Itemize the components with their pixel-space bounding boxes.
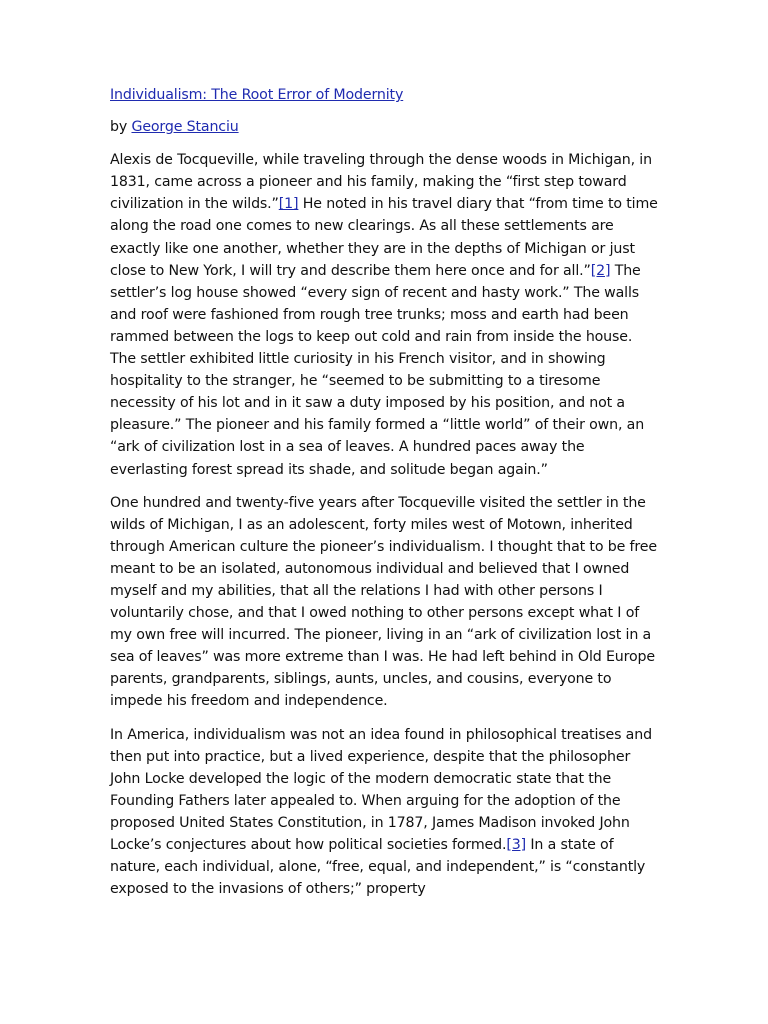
byline-prefix: by (110, 119, 132, 136)
paragraph-1-text-c: The settler’s log house showed “every sign of recent and hasty work.” The walls and roof were fashioned from rough tree trunks; moss and earth had been rammed between the logs to keep out cold and rain from inside the house. The settler exhibited little curiosity in his French visitor, and in showing hospitality to the stranger, he “seemed to be submitting to a tiresome necessity of his lot and in it saw a duty imposed by his position, and not a pleasure.” The pioneer and his family formed a “little world” of their own, an “ark of civilization lost in a sea of leaves. A hundred paces away the everlasting forest spread its shade, and solitude began again.” (110, 262, 645, 478)
paragraph-3-text-a: In America, individualism was not an idea found in philosophical treatises and then put into practice, but a lived experience, despite that the philosopher John Locke developed the logic of the modern democratic state that the Founding Fathers later appealed to. When arguing for the adoption of the proposed United States Constitution, in 1787, James Madison invoked John Locke’s conjectures about how political societies formed. (110, 726, 652, 853)
byline (110, 116, 662, 138)
article-title-link[interactable]: Individualism: The Root Error of Modernity (110, 87, 404, 103)
footnote-link-2[interactable]: [2] (590, 262, 611, 279)
title-paragraph (110, 84, 662, 106)
paragraph-1 (110, 149, 662, 480)
paragraph-1-text-b: He noted in his travel diary that “from time to time along the road one comes to new clearings. As all these settlements are exactly like one another, whether they are in the depths of Michigan or just close to New York, I will try and describe them here once and for all.” (110, 196, 658, 279)
footnote-link-1[interactable]: [1] (278, 196, 299, 213)
paragraph-3-text-b: In a state of nature, each individual, alone, “free, equal, and independent,” is “constantly exposed to the invasions of others;” property (110, 837, 646, 898)
footnote-link-3[interactable]: [3] (506, 837, 526, 853)
paragraph-2: One hundred and twenty-five years after Tocqueville visited the settler in the wilds of Michigan, I as an adolescent, forty miles west of Motown, inherited through American culture the pioneer’s individualism. I thought that to be free meant to be an isolated, autonomous individual and believed that I owned myself and my abilities, that all the relations I had with other persons I voluntarily chose, and that I owed nothing to other persons except what I of my own free will incurred. The pioneer, living in an “ark of civilization lost in a sea of leaves” was more extreme than I was. He had left behind in Old Europe parents, grandparents, siblings, aunts, uncles, and cousins, everyone to impede his freedom and independence. (110, 494, 657, 710)
author-link[interactable]: George Stanciu (131, 119, 239, 136)
paragraph-3 (110, 724, 662, 901)
document-page (110, 84, 662, 911)
paragraph-1-text-a: Alexis de Tocqueville, while traveling through the dense woods in Michigan, in 1831, came across a pioneer and his family, making the “first step toward civilization in the wilds.” (110, 152, 652, 213)
